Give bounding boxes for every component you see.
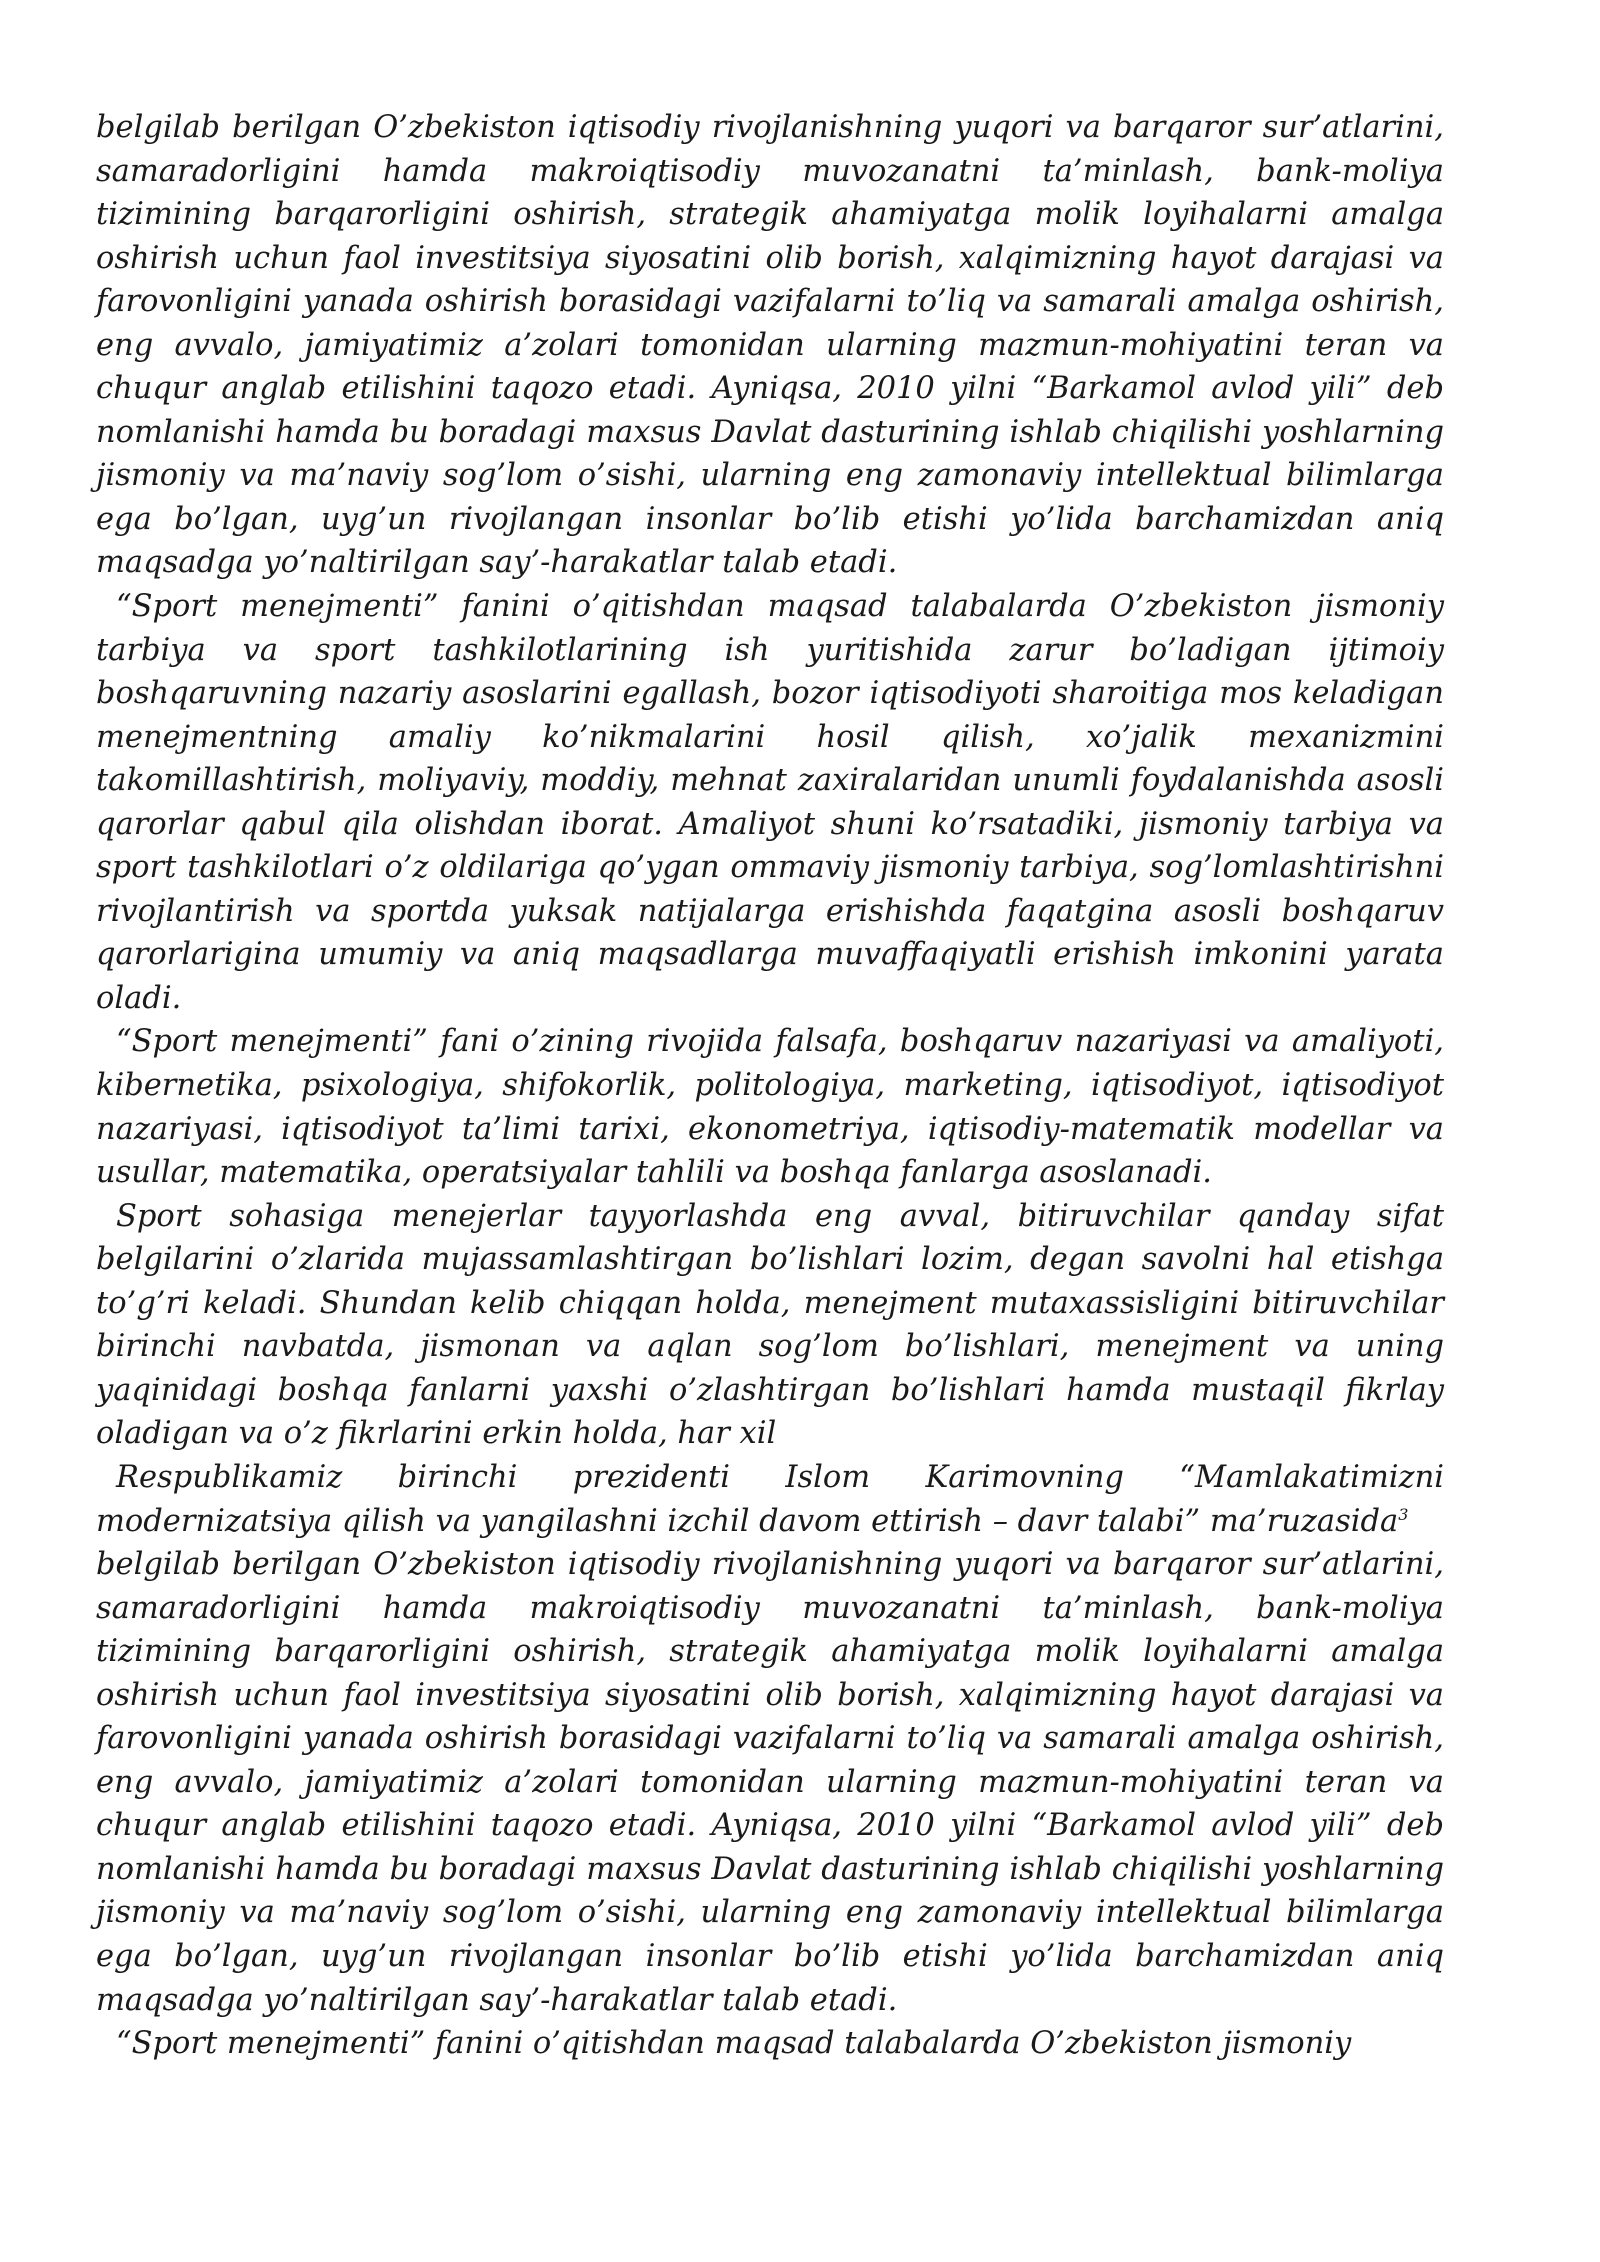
- paragraph-7: “Sport menejmenti” fanini o’qitishdan maqsad talabalarda O’zbekiston jismoniy: [116, 2026, 1352, 2062]
- paragraph-5: [96, 1456, 1444, 1543]
- document-page: [96, 106, 1444, 2066]
- footnote-marker: 3: [1398, 1504, 1409, 1524]
- paragraph-1: belgilab berilgan O’zbekiston iqtisodiy rivojlanishning yuqori va barqaror sur’atlarini, samaradorligini hamda makroiqtisodiy muvozanatni ta’minlash, bank-moliya tizimining barqarorligini oshirish, strategik ahamiyatga molik loyihalarni amalga oshirish uchun faol investitsiya siyosatini olib borish, xalqimizning hayot darajasi va farovonligini yanada oshirish borasidagi vazifalarni to’liq va samarali amalga oshirish, eng avvalo, jamiyatimiz a’zolari tomonidan ularning mazmun-mohiyatini teran va chuqur anglab etilishini taqozo etadi. Ayniqsa, 2010 yilni “Barkamol avlod yili” deb nomlanishi hamda bu boradagi maxsus Davlat dasturining ishlab chiqilishi yoshlarning jismoniy va ma’naviy sog’lom o’sishi, ularning eng zamonaviy intellektual bilimlarga ega bo’lgan, uyg’un rivojlangan insonlar bo’lib etishi yo’lida barchamizdan aniq maqsadga yo’naltirilgan say’-harakatlar talab etadi.: [96, 110, 1444, 581]
- paragraph-4: Sport sohasiga menejerlar tayyorlashda eng avval, bitiruvchilar qanday sifat belgilarini o’zlarida mujassamlashtirgan bo’lishlari lozim, degan savolni hal etishga to’g’ri keladi. Shundan kelib chiqqan holda, menejment mutaxassisligini bitiruvchilar birinchi navbatda, jismonan va aqlan sog’lom bo’lishlari, menejment va uning yaqinidagi boshqa fanlarni yaxshi o’zlashtirgan bo’lishlari hamda mustaqil fikrlay oladigan va o’z fikrlarini erkin holda, har xil: [96, 1198, 1444, 1452]
- paragraph-5-text: Respublikamiz birinchi prezidenti Islom Karimovning “Mamlakatimizni modernizatsiya qilish va yangilashni izchil davom ettirish – davr talabi” ma’ruzasida: [96, 1459, 1444, 1539]
- paragraph-3: “Sport menejmenti” fani o’zining rivojida falsafa, boshqaruv nazariyasi va amaliyoti, kibernetika, psixologiya, shifokorlik, politologiya, marketing, iqtisodiyot, iqtisodiyot nazariyasi, iqtisodiyot ta’limi tarixi, ekonometriya, iqtisodiy-matematik modellar va usullar, matematika, operatsiyalar tahlili va boshqa fanlarga asoslanadi.: [96, 1024, 1444, 1191]
- paragraph-2: “Sport menejmenti” fanini o’qitishdan maqsad talabalarda O’zbekiston jismoniy tarbiya va sport tashkilotlarining ish yuritishida zarur bo’ladigan ijtimoiy boshqaruvning nazariy asoslarini egallash, bozor iqtisodiyoti sharoitiga mos keladigan menejmentning amaliy ko’nikmalarini hosil qilish, xo’jalik mexanizmini takomillashtirish, moliyaviy, moddiy, mehnat zaxiralaridan unumli foydalanishda asosli qarorlar qabul qila olishdan iborat. Amaliyot shuni ko’rsatadiki, jismoniy tarbiya va sport tashkilotlari o’z oldilariga qo’ygan ommaviy jismoniy tarbiya, sog’lomlashtirishni rivojlantirish va sportda yuksak natijalarga erishishda faqatgina asosli boshqaruv qarorlarigina umumiy va aniq maqsadlarga muvaffaqiyatli erishish imkonini yarata oladi.: [96, 589, 1444, 1016]
- paragraph-6: belgilab berilgan O’zbekiston iqtisodiy rivojlanishning yuqori va barqaror sur’atlarini, samaradorligini hamda makroiqtisodiy muvozanatni ta’minlash, bank-moliya tizimining barqarorligini oshirish, strategik ahamiyatga molik loyihalarni amalga oshirish uchun faol investitsiya siyosatini olib borish, xalqimizning hayot darajasi va farovonligini yanada oshirish borasidagi vazifalarni to’liq va samarali amalga oshirish, eng avvalo, jamiyatimiz a’zolari tomonidan ularning mazmun-mohiyatini teran va chuqur anglab etilishini taqozo etadi. Ayniqsa, 2010 yilni “Barkamol avlod yili” deb nomlanishi hamda bu boradagi maxsus Davlat dasturining ishlab chiqilishi yoshlarning jismoniy va ma’naviy sog’lom o’sishi, ularning eng zamonaviy intellektual bilimlarga ega bo’lgan, uyg’un rivojlangan insonlar bo’lib etishi yo’lida barchamizdan aniq maqsadga yo’naltirilgan say’-harakatlar talab etadi.: [96, 1547, 1444, 2018]
